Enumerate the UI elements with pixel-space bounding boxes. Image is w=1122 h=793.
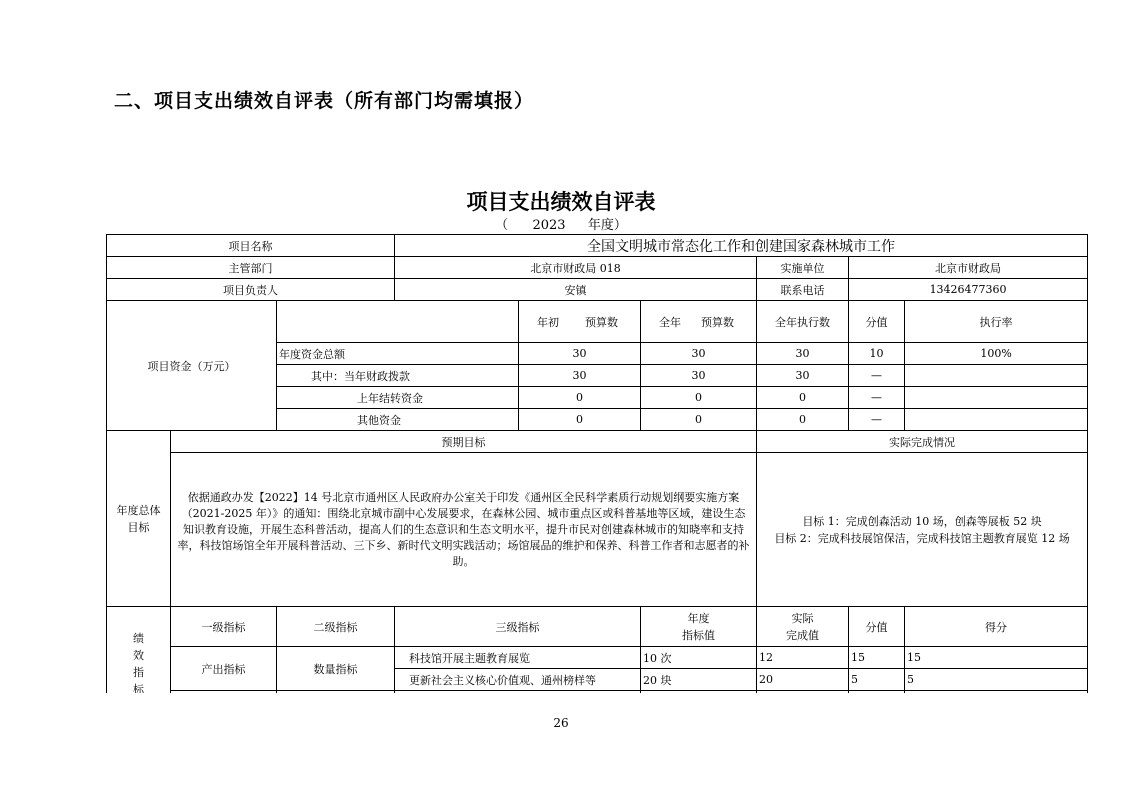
ind-name: 更新社会主义核心价值观、通州榜样等: [395, 669, 641, 691]
owner-value: 安镇: [395, 279, 757, 301]
funds-cell: 10: [849, 343, 905, 365]
row-indicator-header: [107, 607, 1088, 647]
full-year1-label: 全年: [659, 315, 682, 329]
funds-cell: [905, 387, 1088, 409]
goals-expected-text: 依据通政办发【2022】14 号北京市通州区人民政府办公室关于印发《通州区全民科学素质行动规划纲要实施方案（2021-2025 年）》的通知：围绕北京城市副中心发展要求，在森林公园、城市重点区或科普基地等区域，建设生态知识教育设施，开展生态科普活动，提高人们的生态意识和生态文明水平，提升市民对创建森林城市的知晓率和支持率，科技馆场馆全年开展科普活动、三下乡、新时代文明实践活动；场馆展品的维护和保养、科普工作者和志愿者的补助。: [171, 453, 757, 607]
impl-value: 北京市财政局: [849, 257, 1088, 279]
row-goals-header: [107, 431, 1088, 453]
row-goals-body: [107, 453, 1088, 607]
hdr-annual-line2: 指标值: [682, 628, 716, 642]
ind-cut-cell: [641, 691, 757, 694]
funds-row-label: 其他资金: [277, 409, 519, 431]
ind-cut-cell: [171, 691, 277, 694]
indicator-side-label: [107, 607, 171, 694]
funds-cell: 0: [641, 409, 757, 431]
exec-label: 执行数: [797, 315, 831, 329]
hdr-level1: 一级指标: [171, 607, 277, 647]
ind-name: 科技馆开展主题教育展览: [395, 647, 641, 669]
row-department: [107, 257, 1088, 279]
side-char: 效: [133, 648, 144, 662]
section-heading: 二、项目支出绩效自评表（所有部门均需填报）: [114, 90, 535, 112]
goals-actual-header: 实际完成情况: [757, 431, 1088, 453]
side-char: 绩: [133, 631, 144, 645]
ind-cut-cell: [757, 691, 849, 694]
funds-row-label: 年度资金总额: [277, 343, 519, 365]
row-project-name: [107, 235, 1088, 257]
year-open-paren: （: [495, 218, 509, 233]
year-value: 2023: [532, 218, 566, 233]
funds-header-score-value: 分值: [849, 301, 905, 343]
dept-label: 主管部门: [107, 257, 395, 279]
goals-label-line2: 目标: [127, 520, 150, 534]
ind-score: 5: [905, 669, 1088, 691]
funds-cell: 0: [519, 409, 641, 431]
ind-score: 15: [905, 647, 1088, 669]
ind-value: 5: [849, 669, 905, 691]
budget2-label: 预算数: [701, 315, 735, 329]
funds-cell: 30: [519, 343, 641, 365]
ind-actual: 20: [757, 669, 849, 691]
funds-cell: 0: [519, 387, 641, 409]
hdr-level3: 三级指标: [395, 607, 641, 647]
row-owner: [107, 279, 1088, 301]
row-funds-header: [107, 301, 1088, 343]
funds-cell: 100%: [905, 343, 1088, 365]
ind-target: 20 块: [641, 669, 757, 691]
yr-start-label: 年初: [537, 315, 560, 329]
funds-header-exec: [757, 301, 849, 343]
funds-cell: [905, 409, 1088, 431]
phone-value: 13426477360: [849, 279, 1088, 301]
indicator-row: [107, 647, 1088, 669]
funds-cell: —: [849, 409, 905, 431]
side-char: 标: [133, 682, 144, 693]
project-name-label: 项目名称: [107, 235, 395, 257]
goals-label-line1: 年度总体: [116, 503, 161, 517]
year-unit: 年度）: [587, 218, 627, 233]
hdr-score: 得分: [905, 607, 1088, 647]
funds-cell: 30: [757, 343, 849, 365]
hdr-score-value: 分值: [849, 607, 905, 647]
funds-header-initial-budget: [519, 301, 641, 343]
hdr-actual-line2: 完成值: [786, 628, 820, 642]
funds-header-blank: [277, 301, 519, 343]
funds-cell: 30: [641, 343, 757, 365]
document-title: 项目支出绩效自评表: [466, 190, 656, 214]
goals-expected-header: 预期目标: [171, 431, 757, 453]
indicator-row-cut: [107, 691, 1088, 694]
hdr-annual-line1: 年度: [687, 611, 710, 625]
ind-value: 15: [849, 647, 905, 669]
hdr-annual: [641, 607, 757, 647]
impl-label: 实施单位: [757, 257, 849, 279]
funds-row-label: 其中：当年财政拨款: [277, 365, 519, 387]
ind-cut-cell: [849, 691, 905, 694]
funds-cell: 30: [757, 365, 849, 387]
phone-label: 联系电话: [757, 279, 849, 301]
project-name-value: 全国文明城市常态化工作和创建国家森林城市工作: [395, 235, 1088, 257]
table-viewport: [100, 234, 1100, 693]
goals-actual-line1: 目标 1：完成创森活动 10 场，创森等展板 52 块: [802, 514, 1042, 528]
ind-cut-cell: [277, 691, 395, 694]
ind-target: 10 次: [641, 647, 757, 669]
ind-level1: 产出指标: [171, 647, 277, 691]
funds-header-full-budget: [641, 301, 757, 343]
funds-label: 项目资金（万元）: [107, 301, 277, 431]
budget1-label: 预算数: [585, 315, 619, 329]
page-number: 26: [553, 716, 569, 730]
funds-row-label: 上年结转资金: [277, 387, 519, 409]
goals-actual-text: [757, 453, 1088, 607]
hdr-level2: 二级指标: [277, 607, 395, 647]
dept-value: 北京市财政局 018: [395, 257, 757, 279]
funds-header-exec-rate: 执行率: [905, 301, 1088, 343]
ind-actual: 12: [757, 647, 849, 669]
hdr-actual-line1: 实际: [791, 611, 814, 625]
side-char: 指: [133, 665, 144, 679]
ind-cut-cell: [905, 691, 1088, 694]
funds-cell: 30: [641, 365, 757, 387]
goals-label: [107, 431, 171, 607]
ind-level2: 数量指标: [277, 647, 395, 691]
funds-cell: 0: [641, 387, 757, 409]
funds-cell: 30: [519, 365, 641, 387]
funds-cell: —: [849, 387, 905, 409]
owner-label: 项目负责人: [107, 279, 395, 301]
funds-cell: 0: [757, 409, 849, 431]
goals-actual-line2: 目标 2：完成科技展馆保洁，完成科技馆主题教育展览 12 场: [774, 531, 1070, 545]
year-line: [0, 214, 1122, 233]
ind-cut-cell: [395, 691, 641, 694]
funds-cell: [905, 365, 1088, 387]
funds-cell: —: [849, 365, 905, 387]
full-year2-label: 全年: [775, 315, 798, 329]
funds-cell: 0: [757, 387, 849, 409]
hdr-actual: [757, 607, 849, 647]
performance-table: [106, 234, 1088, 693]
